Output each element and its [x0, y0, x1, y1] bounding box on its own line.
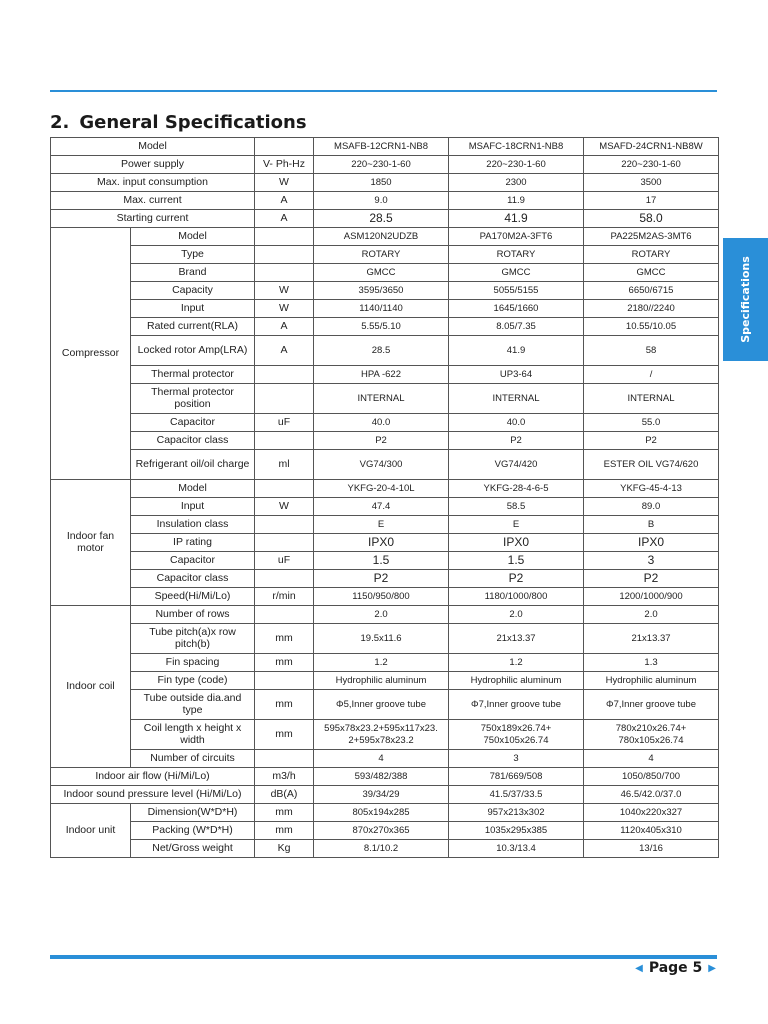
value-cell: PA225M2AS-3MT6 [584, 228, 719, 246]
value-cell: 17 [584, 192, 719, 210]
value-cell: 41.5/37/33.5 [449, 786, 584, 804]
table-row [51, 192, 719, 210]
value-cell: 10.3/13.4 [449, 840, 584, 858]
value-cell: IPX0 [584, 534, 719, 552]
table-row [51, 690, 719, 720]
row-unit: A [255, 336, 314, 366]
value-cell: 595x78x23.2+595x117x23. 2+595x78x23.2 [314, 720, 449, 750]
value-cell: 220~230-1-60 [449, 156, 584, 174]
row-label: Speed(Hi/Mi/Lo) [131, 588, 255, 606]
table-row [51, 450, 719, 480]
row-unit: Kg [255, 840, 314, 858]
row-unit: mm [255, 690, 314, 720]
row-unit [255, 138, 314, 156]
table-row [51, 570, 719, 588]
section-number: 2. [50, 112, 70, 133]
row-label: Brand [131, 264, 255, 282]
row-label: Rated current(RLA) [131, 318, 255, 336]
value-cell: HPA -622 [314, 366, 449, 384]
value-cell: YKFG-28-4-6-5 [449, 480, 584, 498]
row-unit [255, 570, 314, 588]
value-cell: 1.2 [449, 654, 584, 672]
row-unit: r/min [255, 588, 314, 606]
value-cell: INTERNAL [314, 384, 449, 414]
table-row [51, 174, 719, 192]
value-cell: YKFG-45-4-13 [584, 480, 719, 498]
table-row [51, 384, 719, 414]
row-unit: A [255, 192, 314, 210]
value-cell: 21x13.37 [584, 624, 719, 654]
value-cell: IPX0 [449, 534, 584, 552]
value-cell: 2300 [449, 174, 584, 192]
row-label: Starting current [51, 210, 255, 228]
value-cell: GMCC [584, 264, 719, 282]
value-cell: 1.2 [314, 654, 449, 672]
row-label: Max. current [51, 192, 255, 210]
value-cell: 47.4 [314, 498, 449, 516]
page-number: Page 5 [648, 960, 703, 976]
table-row [51, 336, 719, 366]
table-row [51, 786, 719, 804]
value-cell: Φ7,Inner groove tube [584, 690, 719, 720]
row-label: IP rating [131, 534, 255, 552]
value-cell: 1120x405x310 [584, 822, 719, 840]
row-label: Capacity [131, 282, 255, 300]
value-cell: ASM120N2UDZB [314, 228, 449, 246]
group-label: Indoor unit [51, 804, 131, 858]
row-label: Power supply [51, 156, 255, 174]
row-label: Tube outside dia.and type [131, 690, 255, 720]
value-cell: Hydrophilic aluminum [314, 672, 449, 690]
value-cell: 8.05/7.35 [449, 318, 584, 336]
table-row [51, 606, 719, 624]
value-cell: 1040x220x327 [584, 804, 719, 822]
value-cell: MSAFD-24CRN1-NB8W [584, 138, 719, 156]
value-cell: P2 [314, 570, 449, 588]
row-label: Input [131, 300, 255, 318]
value-cell: 1645/1660 [449, 300, 584, 318]
row-unit [255, 246, 314, 264]
value-cell: 805x194x285 [314, 804, 449, 822]
value-cell: 41.9 [449, 210, 584, 228]
row-unit [255, 228, 314, 246]
value-cell: 4 [314, 750, 449, 768]
value-cell: 780x210x26.74+ 780x105x26.74 [584, 720, 719, 750]
value-cell: 58.0 [584, 210, 719, 228]
value-cell: E [449, 516, 584, 534]
row-label: Max. input consumption [51, 174, 255, 192]
value-cell: 2.0 [314, 606, 449, 624]
value-cell: 13/16 [584, 840, 719, 858]
value-cell: 1180/1000/800 [449, 588, 584, 606]
value-cell: 21x13.37 [449, 624, 584, 654]
row-unit: A [255, 318, 314, 336]
table-row [51, 264, 719, 282]
value-cell: 55.0 [584, 414, 719, 432]
value-cell: 1.3 [584, 654, 719, 672]
page-footer [635, 960, 716, 976]
value-cell: 1050/850/700 [584, 768, 719, 786]
row-unit [255, 264, 314, 282]
value-cell: MSAFC-18CRN1-NB8 [449, 138, 584, 156]
value-cell: 4 [584, 750, 719, 768]
value-cell: ESTER OIL VG74/620 [584, 450, 719, 480]
value-cell: MSAFB-12CRN1-NB8 [314, 138, 449, 156]
row-label: Locked rotor Amp(LRA) [131, 336, 255, 366]
table-row [51, 534, 719, 552]
value-cell: IPX0 [314, 534, 449, 552]
value-cell: 8.1/10.2 [314, 840, 449, 858]
value-cell: INTERNAL [449, 384, 584, 414]
value-cell: PA170M2A-3FT6 [449, 228, 584, 246]
value-cell: 1.5 [314, 552, 449, 570]
row-label: Model [131, 228, 255, 246]
value-cell: 28.5 [314, 210, 449, 228]
value-cell: VG74/420 [449, 450, 584, 480]
value-cell: 46.5/42.0/37.0 [584, 786, 719, 804]
prev-page-icon[interactable]: ◀ [635, 962, 643, 974]
row-unit [255, 606, 314, 624]
row-unit: mm [255, 804, 314, 822]
value-cell: VG74/300 [314, 450, 449, 480]
value-cell: 89.0 [584, 498, 719, 516]
value-cell: Φ5,Inner groove tube [314, 690, 449, 720]
value-cell: Hydrophilic aluminum [449, 672, 584, 690]
row-label: Coil length x height x width [131, 720, 255, 750]
row-label: Fin type (code) [131, 672, 255, 690]
value-cell: 220~230-1-60 [584, 156, 719, 174]
table-row [51, 720, 719, 750]
value-cell: 11.9 [449, 192, 584, 210]
value-cell: 1200/1000/900 [584, 588, 719, 606]
row-unit [255, 750, 314, 768]
value-cell: 1035x295x385 [449, 822, 584, 840]
value-cell: ROTARY [584, 246, 719, 264]
table-row [51, 840, 719, 858]
row-label: Capacitor [131, 552, 255, 570]
table-row [51, 366, 719, 384]
table-row [51, 138, 719, 156]
table-row [51, 414, 719, 432]
table-row [51, 156, 719, 174]
value-cell: 2.0 [449, 606, 584, 624]
table-row [51, 480, 719, 498]
table-row [51, 552, 719, 570]
section-heading [50, 112, 307, 133]
row-label: Fin spacing [131, 654, 255, 672]
row-unit: uF [255, 414, 314, 432]
value-cell: 10.55/10.05 [584, 318, 719, 336]
value-cell: ROTARY [314, 246, 449, 264]
table-row [51, 750, 719, 768]
row-label: Capacitor class [131, 432, 255, 450]
row-label: Thermal protector [131, 366, 255, 384]
row-unit [255, 480, 314, 498]
top-rule [50, 90, 717, 92]
table-row [51, 654, 719, 672]
value-cell: INTERNAL [584, 384, 719, 414]
value-cell: 1850 [314, 174, 449, 192]
row-unit: m3/h [255, 768, 314, 786]
row-unit: W [255, 174, 314, 192]
value-cell: 6650/6715 [584, 282, 719, 300]
table-row [51, 588, 719, 606]
row-unit: ml [255, 450, 314, 480]
table-row [51, 282, 719, 300]
next-page-icon[interactable]: ▶ [708, 962, 716, 974]
row-unit: W [255, 498, 314, 516]
row-unit: dB(A) [255, 786, 314, 804]
row-label: Model [51, 138, 255, 156]
row-label: Refrigerant oil/oil charge [131, 450, 255, 480]
table-row [51, 498, 719, 516]
value-cell: 5.55/5.10 [314, 318, 449, 336]
row-unit [255, 534, 314, 552]
table-row [51, 624, 719, 654]
value-cell: E [314, 516, 449, 534]
value-cell: 1140/1140 [314, 300, 449, 318]
table-row [51, 804, 719, 822]
table-row [51, 228, 719, 246]
value-cell: GMCC [449, 264, 584, 282]
value-cell: 2180//2240 [584, 300, 719, 318]
row-label: Dimension(W*D*H) [131, 804, 255, 822]
value-cell: P2 [314, 432, 449, 450]
table-row [51, 210, 719, 228]
row-label: Input [131, 498, 255, 516]
side-tab-label: Specifications [739, 256, 753, 343]
value-cell: Hydrophilic aluminum [584, 672, 719, 690]
row-unit [255, 384, 314, 414]
row-label: Tube pitch(a)x row pitch(b) [131, 624, 255, 654]
row-unit: mm [255, 624, 314, 654]
row-unit: W [255, 300, 314, 318]
table-row [51, 768, 719, 786]
value-cell: 5055/5155 [449, 282, 584, 300]
row-label: Insulation class [131, 516, 255, 534]
row-label: Thermal protector position [131, 384, 255, 414]
value-cell: 957x213x302 [449, 804, 584, 822]
table-row [51, 822, 719, 840]
value-cell: 28.5 [314, 336, 449, 366]
value-cell: P2 [584, 570, 719, 588]
row-label: Indoor sound pressure level (Hi/Mi/Lo) [51, 786, 255, 804]
row-unit: uF [255, 552, 314, 570]
row-label: Net/Gross weight [131, 840, 255, 858]
bottom-rule [50, 955, 717, 959]
value-cell: 58 [584, 336, 719, 366]
value-cell: UP3-64 [449, 366, 584, 384]
value-cell: 220~230-1-60 [314, 156, 449, 174]
value-cell: 1150/950/800 [314, 588, 449, 606]
group-label: Indoor fan motor [51, 480, 131, 606]
table-row [51, 246, 719, 264]
row-unit: A [255, 210, 314, 228]
row-label: Type [131, 246, 255, 264]
value-cell: 9.0 [314, 192, 449, 210]
group-label: Compressor [51, 228, 131, 480]
side-tab-specifications[interactable] [723, 238, 768, 361]
value-cell: GMCC [314, 264, 449, 282]
value-cell: 3 [449, 750, 584, 768]
table-row [51, 516, 719, 534]
value-cell: 58.5 [449, 498, 584, 516]
value-cell: 781/669/508 [449, 768, 584, 786]
row-label: Number of circuits [131, 750, 255, 768]
spec-table [50, 137, 719, 858]
row-label: Capacitor [131, 414, 255, 432]
group-label: Indoor coil [51, 606, 131, 768]
value-cell: 39/34/29 [314, 786, 449, 804]
value-cell: P2 [449, 432, 584, 450]
row-label: Packing (W*D*H) [131, 822, 255, 840]
section-title: General Specifications [79, 112, 307, 133]
value-cell: 2.0 [584, 606, 719, 624]
value-cell: 593/482/388 [314, 768, 449, 786]
value-cell: ROTARY [449, 246, 584, 264]
row-unit [255, 516, 314, 534]
row-unit: mm [255, 822, 314, 840]
value-cell: P2 [449, 570, 584, 588]
row-unit: mm [255, 720, 314, 750]
value-cell: Φ7,Inner groove tube [449, 690, 584, 720]
value-cell: 40.0 [449, 414, 584, 432]
row-unit: W [255, 282, 314, 300]
row-unit [255, 672, 314, 690]
value-cell: / [584, 366, 719, 384]
table-row [51, 432, 719, 450]
value-cell: 3 [584, 552, 719, 570]
table-row [51, 300, 719, 318]
value-cell: 41.9 [449, 336, 584, 366]
value-cell: 40.0 [314, 414, 449, 432]
value-cell: B [584, 516, 719, 534]
value-cell: 1.5 [449, 552, 584, 570]
row-label: Capacitor class [131, 570, 255, 588]
row-label: Number of rows [131, 606, 255, 624]
row-unit: mm [255, 654, 314, 672]
value-cell: 750x189x26.74+ 750x105x26.74 [449, 720, 584, 750]
row-label: Model [131, 480, 255, 498]
row-unit [255, 366, 314, 384]
value-cell: 3595/3650 [314, 282, 449, 300]
table-row [51, 318, 719, 336]
value-cell: P2 [584, 432, 719, 450]
table-row [51, 672, 719, 690]
value-cell: 870x270x365 [314, 822, 449, 840]
row-unit [255, 432, 314, 450]
value-cell: 3500 [584, 174, 719, 192]
row-label: Indoor air flow (Hi/Mi/Lo) [51, 768, 255, 786]
row-unit: V- Ph-Hz [255, 156, 314, 174]
value-cell: 19.5x11.6 [314, 624, 449, 654]
value-cell: YKFG-20-4-10L [314, 480, 449, 498]
